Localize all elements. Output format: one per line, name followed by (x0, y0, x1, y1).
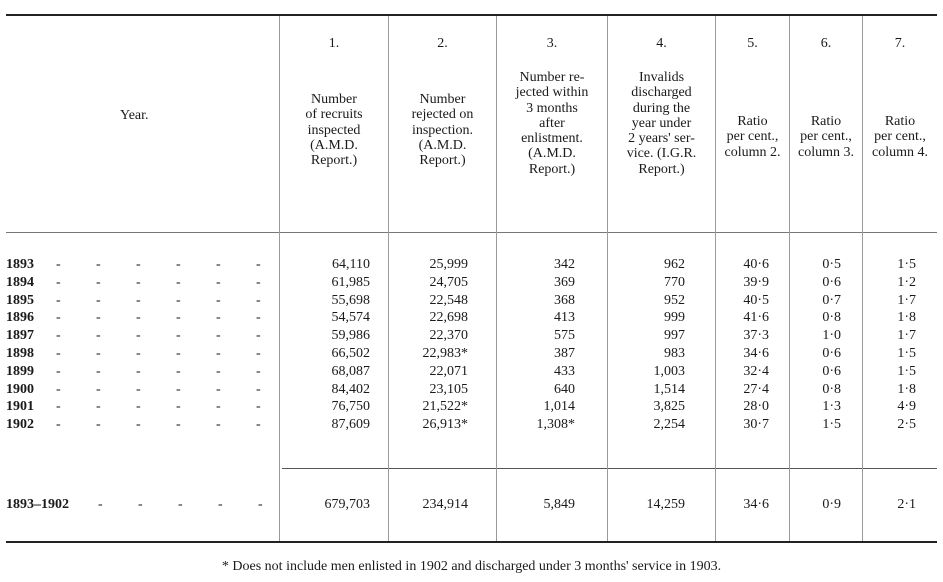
column-label-line: per cent., (726, 129, 779, 145)
total-col-5: 34·6 (743, 497, 769, 512)
column-4-number: 4. (656, 36, 667, 51)
cell-col-3: 342 (554, 257, 575, 272)
cell-col-6: 1·5 (822, 417, 841, 433)
cell-col-3: 1,014 (543, 399, 575, 415)
cell-col-5: 40·6 (743, 257, 769, 272)
column-6-label (790, 114, 862, 160)
cell-col-4: 999 (664, 310, 685, 326)
cell-col-1: 87,609 (331, 417, 370, 433)
column-label-line: rejected on (411, 107, 474, 123)
column-label-line: of recruits (305, 107, 363, 123)
cell-col-4: 962 (664, 257, 685, 272)
cell-col-3: 433 (554, 363, 575, 379)
table-row (0, 310, 943, 327)
column-1-label (280, 92, 388, 168)
leader-dots: - - - - - - (56, 292, 261, 308)
cell-col-5: 34·6 (743, 346, 769, 361)
cell-col-5: 39·9 (743, 274, 769, 290)
cell-col-4: 983 (664, 346, 685, 361)
column-label-line: enlistment. (521, 131, 583, 147)
column-3-label (497, 70, 607, 177)
row-year: 1893 (6, 257, 34, 272)
column-label-line: jected within (515, 85, 589, 101)
row-year: 1900 (6, 381, 34, 397)
column-3-number: 3. (546, 36, 558, 51)
top-rule (6, 14, 937, 16)
cell-col-1: 55,698 (331, 292, 370, 308)
cell-col-6: 0·8 (822, 381, 841, 397)
table-row (0, 293, 943, 310)
cell-col-5: 30·7 (743, 417, 769, 433)
table-row (0, 364, 943, 381)
cell-col-5: 41·6 (743, 310, 769, 326)
leader-dots: - - - - - - (56, 257, 261, 272)
column-label-line: Ratio (810, 114, 842, 129)
column-5-number: 5. (747, 36, 758, 51)
cell-col-7: 1·7 (897, 328, 916, 344)
cell-col-2: 22,983* (422, 346, 468, 361)
column-7-label (863, 114, 937, 160)
column-4-label (608, 70, 715, 177)
column-label-line: column 3. (798, 144, 854, 160)
cell-col-5: 28·0 (743, 399, 769, 415)
cell-col-1: 68,087 (331, 363, 370, 379)
year-column-header: Year. (120, 108, 149, 123)
leader-dots: - - - - - - (56, 346, 261, 361)
column-label-line: per cent., (874, 129, 926, 145)
total-col-3: 5,849 (543, 497, 575, 512)
cell-col-1: 66,502 (331, 346, 370, 361)
table-row (0, 275, 943, 292)
column-label-line: 2 years' ser- (628, 131, 695, 147)
table-row (0, 328, 943, 345)
table-row (0, 417, 943, 434)
leader-dots: - - - - - - (56, 399, 261, 415)
total-col-1: 679,703 (324, 497, 370, 512)
cell-col-4: 997 (664, 328, 685, 344)
cell-col-6: 0·6 (822, 346, 841, 361)
total-col-2: 234,914 (422, 497, 468, 512)
cell-col-3: 368 (554, 292, 575, 308)
column-label-line: Report.) (528, 161, 576, 177)
cell-col-3: 369 (554, 274, 575, 290)
column-label-line: (A.M.D. (418, 137, 467, 153)
column-label-line: 3 months (526, 100, 578, 116)
column-label-line: column 4. (872, 144, 928, 160)
row-year: 1894 (6, 274, 34, 290)
cell-col-3: 640 (554, 381, 575, 397)
column-5-label (716, 114, 789, 160)
cell-col-3: 575 (554, 328, 575, 344)
cell-col-7: 1·2 (897, 274, 916, 290)
cell-col-2: 22,548 (429, 292, 468, 308)
total-rule (282, 468, 937, 469)
cell-col-1: 76,750 (331, 399, 370, 415)
cell-col-1: 84,402 (331, 381, 370, 397)
leader-dots: - - - - - - (56, 363, 261, 379)
column-label-line: per cent., (800, 129, 852, 145)
column-label-line: year under (631, 115, 692, 131)
cell-col-5: 32·4 (743, 363, 769, 379)
table-row (0, 382, 943, 399)
cell-col-2: 21,522* (422, 399, 468, 415)
column-label-line: Ratio (737, 114, 768, 129)
cell-col-2: 23,105 (429, 381, 468, 397)
cell-col-6: 0·7 (822, 292, 841, 308)
leader-dots: - - - - - - (56, 310, 261, 326)
table-row (0, 346, 943, 363)
total-col-7: 2·1 (897, 497, 916, 512)
column-label-line: vice. (I.G.R. (626, 146, 697, 162)
cell-col-4: 1,514 (653, 381, 685, 397)
cell-col-2: 22,698 (429, 310, 468, 326)
column-label-line: after (539, 115, 565, 131)
column-6-number: 6. (820, 36, 832, 51)
cell-col-7: 1·8 (897, 310, 916, 326)
row-year: 1898 (6, 346, 34, 361)
cell-col-1: 59,986 (331, 328, 370, 344)
total-leader-dots: - - - - - (98, 497, 263, 512)
cell-col-1: 64,110 (332, 257, 370, 272)
cell-col-2: 22,071 (429, 363, 468, 379)
footnote: * Does not include men enlisted in 1902 and discharged under 3 months' service in 1903. (221, 559, 722, 574)
row-year: 1899 (6, 363, 34, 379)
cell-col-7: 1·7 (897, 292, 916, 308)
row-year: 1895 (6, 292, 34, 308)
column-label-line: Report.) (310, 153, 358, 169)
column-label-line: Report.) (638, 161, 685, 177)
cell-col-6: 1·3 (822, 399, 841, 415)
column-label-line: discharged (631, 85, 692, 101)
column-label-line: Number (311, 92, 357, 107)
leader-dots: - - - - - - (56, 381, 261, 397)
cell-col-7: 4·9 (897, 399, 916, 415)
cell-col-7: 1·5 (897, 346, 916, 361)
column-label-line: Invalids (638, 70, 685, 85)
cell-col-5: 40·5 (743, 292, 769, 308)
cell-col-3: 1,308* (536, 417, 575, 433)
cell-col-5: 37·3 (743, 328, 769, 344)
cell-col-3: 413 (554, 310, 575, 326)
cell-col-6: 0·5 (822, 257, 841, 272)
row-year: 1902 (6, 417, 34, 433)
cell-col-4: 770 (664, 274, 685, 290)
leader-dots: - - - - - - (56, 274, 261, 290)
cell-col-7: 1·5 (897, 257, 916, 272)
cell-col-7: 1·5 (897, 363, 916, 379)
cell-col-4: 1,003 (653, 363, 685, 379)
total-year-label: 1893–1902 (6, 497, 69, 512)
cell-col-3: 387 (554, 346, 575, 361)
column-label-line: inspection. (411, 122, 474, 138)
table-row (0, 399, 943, 416)
leader-dots: - - - - - - (56, 417, 261, 433)
cell-col-6: 0·6 (822, 363, 841, 379)
row-year: 1901 (6, 399, 34, 415)
column-label-line: (A.M.D. (310, 137, 358, 153)
column-label-line: Ratio (884, 114, 916, 129)
table-row (0, 257, 943, 274)
cell-col-7: 1·8 (897, 381, 916, 397)
total-col-4: 14,259 (646, 497, 685, 512)
bottom-rule (6, 541, 937, 543)
header-rule (6, 232, 937, 233)
column-label-line: column 2. (724, 144, 781, 160)
column-label-line: inspected (307, 122, 361, 138)
column-1-number: 1. (328, 36, 340, 51)
column-2-label (389, 92, 496, 168)
cell-col-1: 54,574 (331, 310, 370, 326)
column-label-line: Number (419, 92, 466, 107)
column-label-line: (A.M.D. (528, 146, 576, 162)
cell-col-7: 2·5 (897, 417, 916, 433)
total-col-6: 0·9 (822, 497, 841, 512)
column-label-line: during the (632, 100, 691, 116)
cell-col-2: 24,705 (429, 274, 468, 290)
cell-col-2: 26,913* (422, 417, 468, 433)
total-row (0, 497, 943, 514)
row-year: 1897 (6, 328, 34, 344)
column-label-line: Number re- (519, 70, 585, 85)
column-label-line: Report.) (419, 153, 466, 169)
cell-col-1: 61,985 (331, 274, 370, 290)
cell-col-6: 0·6 (822, 274, 841, 290)
cell-col-4: 2,254 (653, 417, 685, 433)
leader-dots: - - - - - - (56, 328, 261, 344)
cell-col-2: 22,370 (429, 328, 468, 344)
column-2-number: 2. (437, 36, 448, 51)
cell-col-4: 3,825 (653, 399, 685, 415)
cell-col-4: 952 (664, 292, 685, 308)
cell-col-6: 1·0 (822, 328, 841, 344)
cell-col-5: 27·4 (743, 381, 769, 397)
cell-col-2: 25,999 (429, 257, 468, 272)
row-year: 1896 (6, 310, 34, 326)
cell-col-6: 0·8 (822, 310, 841, 326)
column-7-number: 7. (894, 36, 906, 51)
